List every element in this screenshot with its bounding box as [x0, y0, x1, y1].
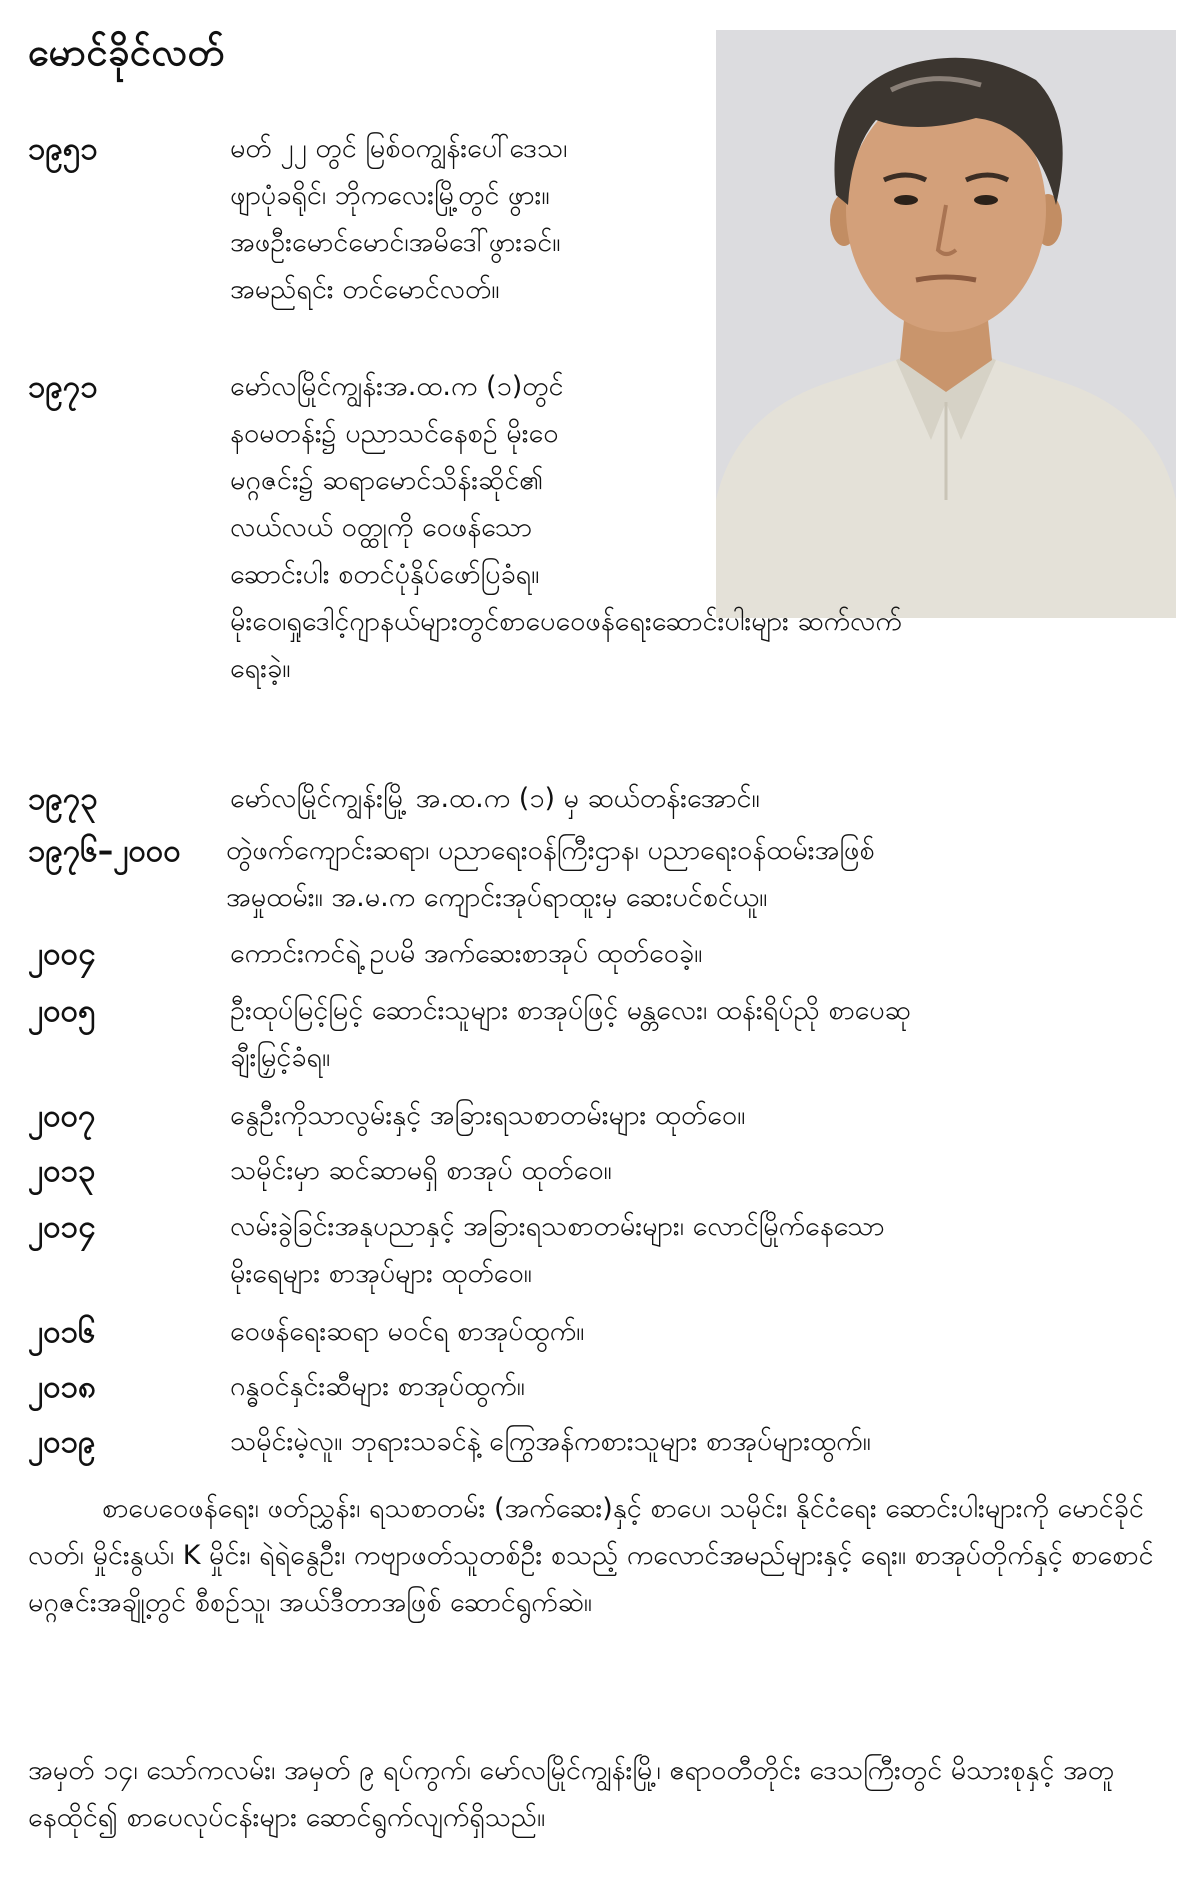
timeline-year: ၂၀၁၄	[28, 1209, 96, 1245]
description-line: မော်လမြိုင်ကျွန်းအ.ထ.က (၁)တွင်	[230, 371, 564, 402]
timeline-year: ၁၉၇၁	[28, 369, 98, 405]
timeline-year: ၂၀၀၇	[28, 1098, 96, 1134]
description-line: မိုးရေများ စာအုပ်များ ထုတ်ဝေ။	[230, 1258, 532, 1289]
description-line: အဖဦးမောင်မောင်၊အမိဒေါ်ဖွားခင်။	[230, 227, 561, 258]
description-line: မိုးဝေ၊ရှုဒေါင့်ဂျာနယ်များတွင်စာပေဝေဖန်ရေးဆောင်းပါးများ ဆက်လက်	[230, 606, 902, 637]
timeline-description	[230, 1418, 871, 1465]
author-name: မောင်ခိုင်လတ်	[28, 30, 226, 74]
timeline-description	[230, 125, 567, 313]
description-line: လယ်လယ် ဝတ္ထုကို ဝေဖန်သော	[230, 512, 532, 543]
timeline-year: ၁၉၅၁	[28, 131, 98, 167]
timeline-year: ၂၀၁၈	[28, 1369, 96, 1405]
timeline-description	[230, 1308, 584, 1355]
timeline-description	[230, 1092, 745, 1139]
residence-paragraph: အမှတ် ၁၄၊ သော်ကလမ်း၊ အမှတ် ၉ ရပ်ကွက်၊ မော်လမြိုင်ကျွန်းမြို့၊ ဧရာဝတီတိုင်း ဒေသကြီးတွင် မိသားစုနှင့် အတူနေထိုင်၍ စာပေလုပ်ငန်းများ ဆောင်ရွက်လျက်ရှိသည်။	[28, 1755, 1115, 1833]
description-line: နွေဦးကိုသာလွမ်းနှင့် အခြားရသစာတမ်းများ ထုတ်ဝေ။	[230, 1100, 746, 1131]
timeline-description	[230, 363, 902, 692]
description-line: ကောင်းကင်ရဲ့ ဥပမိ အက်ဆေးစာအုပ် ထုတ်ဝေခဲ့။	[230, 938, 703, 969]
description-line: ရေးခဲ့။	[230, 653, 291, 684]
description-line: ဝေဖန်ရေးဆရာ မဝင်ရ စာအုပ်ထွက်။	[230, 1316, 585, 1347]
description-line: မဂ္ဂဇင်း၌ ဆရာမောင်သိန်းဆိုင်၏	[230, 465, 544, 496]
timeline-year: ၁၉၇၃	[28, 781, 98, 817]
description-line: သမိုင်းမဲ့လူ။ ဘုရားသခင်နဲ့ ကြွေအန်ကစားသူများ စာအုပ်များထွက်။	[230, 1426, 871, 1457]
timeline-year: ၂၀၀၅	[28, 993, 96, 1029]
description-line: အမည်ရင်း တင်မောင်လတ်။	[230, 274, 500, 305]
description-line: ဦးထုပ်မြင့်မြင့် ဆောင်းသူများ စာအုပ်ဖြင့် မန္တလေး၊ ထန်းရိပ်ညို စာပေဆု	[230, 995, 911, 1026]
description-line: နဝမတန်း၌ ပညာသင်နေစဉ် မိုးဝေ	[230, 418, 559, 449]
description-line: တွဲဖက်ကျောင်းဆရာ၊ ပညာရေးဝန်ကြီးဌာန၊ ပညာရေးဝန်ထမ်းအဖြစ်	[226, 835, 875, 866]
timeline-year: ၂၀၁၉	[28, 1424, 96, 1460]
description-line: ဖျာပုံခရိုင်၊ ဘိုကလေးမြို့တွင် ဖွား။	[230, 180, 550, 211]
description-line: အမှုထမ်း။ အ.မ.က ကျောင်းအုပ်ရာထူးမှ ဆေးပင်စင်ယူ။	[226, 882, 768, 913]
timeline-description	[230, 1147, 612, 1194]
timeline-description	[230, 987, 911, 1081]
timeline-year: ၂၀၁၃	[28, 1153, 96, 1189]
timeline-description	[230, 775, 760, 822]
timeline-description	[230, 1203, 885, 1297]
description-line: ဂန္ဓဝင်နှင်းဆီများ စာအုပ်ထွက်။	[230, 1371, 525, 1402]
timeline-year: ၂၀၀၄	[28, 936, 96, 972]
description-line: လမ်းခွဲခြင်းအနုပညာနှင့် အခြားရသစာတမ်းများ၊ လောင်မြိုက်နေသော	[230, 1211, 885, 1242]
description-line: သမိုင်းမှာ ဆင်ဆာမရှိ စာအုပ် ထုတ်ဝေ။	[230, 1155, 612, 1186]
description-line: ဆောင်းပါး စတင်ပုံနှိပ်ဖော်ပြခံရ။	[230, 559, 540, 590]
timeline-description	[230, 930, 702, 977]
timeline-description	[226, 827, 875, 921]
timeline-year: ၂၀၁၆	[28, 1314, 96, 1350]
description-line: မော်လမြိုင်ကျွန်းမြို့ အ.ထ.က (၁) မှ ဆယ်တန်းအောင်။	[230, 783, 760, 814]
description-line: ချီးမြှင့်ခံရ။	[230, 1042, 331, 1073]
description-line: မတ် ၂၂ တွင် မြစ်ဝကျွန်းပေါ်ဒေသ၊	[230, 133, 568, 164]
bio-paragraph: စာပေဝေဖန်ရေး၊ ဖတ်ညွှန်း၊ ရသစာတမ်း (အက်ဆေး)နှင့် စာပေ၊ သမိုင်း၊ နိုင်ငံရေး ဆောင်းပါးများကို မောင်ခိုင်လတ်၊ မှိုင်းနွယ်၊ K မှိုင်း၊ ရဲရဲနွေဦး၊ ကဗျာဖတ်သူတစ်ဦး စသည့် ကလောင်အမည်များနှင့် ရေး။ စာအုပ်တိုက်နှင့် စာစောင်မဂ္ဂဇင်းအချို့တွင် စီစဉ်သူ၊ အယ်ဒီတာအဖြစ် ဆောင်ရွက်ဆဲ။	[28, 1493, 1154, 1618]
timeline-year: ၁၉၇၆–၂၀၀၀	[28, 833, 181, 869]
timeline-description	[230, 1363, 525, 1410]
